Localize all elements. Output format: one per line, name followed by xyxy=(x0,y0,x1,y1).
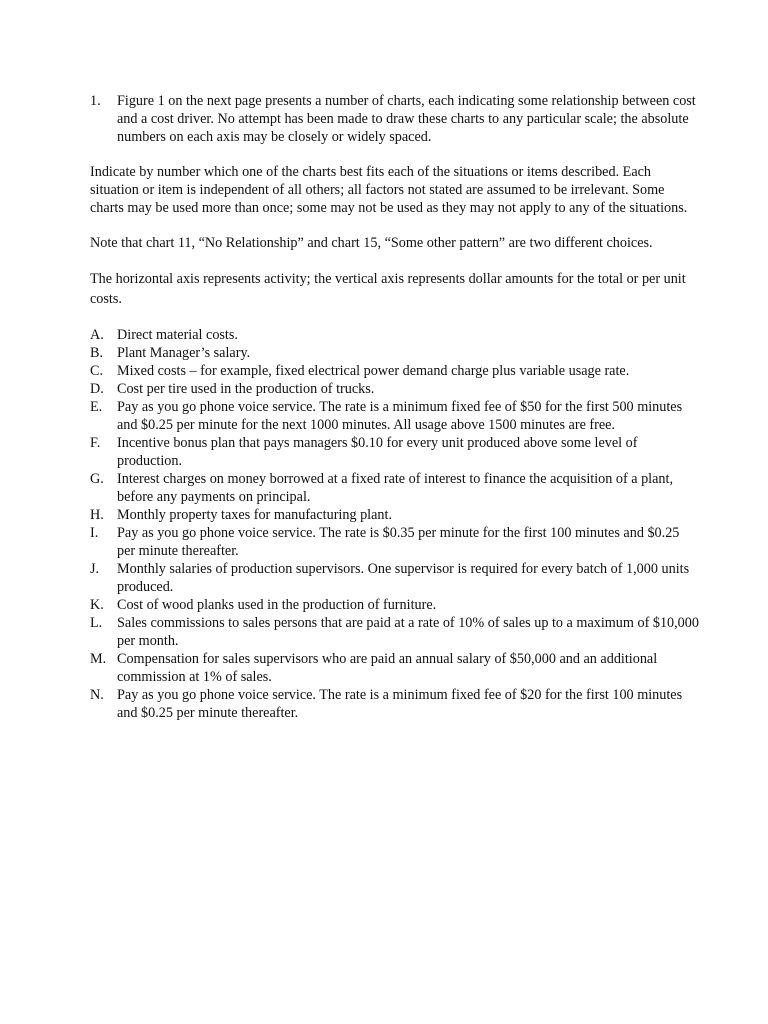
list-item xyxy=(90,596,700,614)
item-letter: H. xyxy=(90,507,104,523)
instructions-paragraph: Indicate by number which one of the charts best fits each of the situations or items described. Each situation or item is independent of all others; all factors not stated are assumed to be irrelevant. Some charts may be used more than once; some may not be used as they may not apply to any of the situations. xyxy=(90,164,688,216)
item-letter: I. xyxy=(90,525,99,541)
list-item xyxy=(90,434,700,470)
list-item xyxy=(90,614,700,650)
list-item xyxy=(90,524,700,560)
item-text: Incentive bonus plan that pays managers $0.10 for every unit produced above some level of production. xyxy=(117,435,638,469)
item-letter: F. xyxy=(90,435,101,451)
item-text: Cost per tire used in the production of trucks. xyxy=(117,381,375,397)
item-letter: J. xyxy=(90,561,100,577)
question-text: Figure 1 on the next page presents a number of charts, each indicating some relationship between cost and a cost driver. No attempt has been made to draw these charts to any particular scale; the absolute numbers on each axis may be closely or widely spaced. xyxy=(117,93,696,145)
item-text: Cost of wood planks used in the production of furniture. xyxy=(117,597,437,613)
list-item xyxy=(90,470,700,506)
item-text: Mixed costs – for example, fixed electrical power demand charge plus variable usage rate. xyxy=(117,363,630,379)
item-letter: D. xyxy=(90,381,104,397)
situation-list xyxy=(90,326,700,722)
item-text: Plant Manager’s salary. xyxy=(117,345,251,361)
axes-paragraph: The horizontal axis represents activity; the vertical axis represents dollar amounts for the total or per unit costs. xyxy=(90,271,686,307)
item-text: Monthly salaries of production supervisors. One supervisor is required for every batch of 1,000 units produced. xyxy=(117,561,690,595)
item-letter: C. xyxy=(90,363,104,379)
item-text: Interest charges on money borrowed at a fixed rate of interest to finance the acquisition of a plant, before any payments on principal. xyxy=(117,471,674,505)
item-letter: E. xyxy=(90,399,103,415)
list-item xyxy=(90,686,700,722)
item-letter: N. xyxy=(90,687,104,703)
item-letter: L. xyxy=(90,615,103,631)
item-text: Pay as you go phone voice service. The rate is $0.35 per minute for the first 100 minutes and $0.25 per minute thereafter. xyxy=(117,525,680,559)
item-text: Pay as you go phone voice service. The rate is a minimum fixed fee of $20 for the first 100 minutes and $0.25 per minute thereafter. xyxy=(117,687,683,721)
item-letter: M. xyxy=(90,651,107,667)
item-letter: G. xyxy=(90,471,104,487)
list-item xyxy=(90,362,700,380)
list-item xyxy=(90,380,700,398)
document-content xyxy=(90,92,700,722)
item-letter: A. xyxy=(90,327,104,343)
item-text: Pay as you go phone voice service. The rate is a minimum fixed fee of $50 for the first 500 minutes and $0.25 per minute for the next 1000 minutes. All usage above 1500 minutes are free. xyxy=(117,399,683,433)
question-number: 1. xyxy=(90,93,101,109)
list-item xyxy=(90,506,700,524)
list-item xyxy=(90,650,700,686)
item-letter: B. xyxy=(90,345,104,361)
list-item xyxy=(90,560,700,596)
item-text: Direct material costs. xyxy=(117,327,238,343)
question-1 xyxy=(90,92,700,146)
note-paragraph: Note that chart 11, “No Relationship” and chart 15, “Some other pattern” are two different choices. xyxy=(90,235,653,251)
list-item xyxy=(90,344,700,362)
item-text: Compensation for sales supervisors who are paid an annual salary of $50,000 and an additional commission at 1% of sales. xyxy=(117,651,658,685)
list-item xyxy=(90,398,700,434)
item-text: Monthly property taxes for manufacturing plant. xyxy=(117,507,393,523)
item-text: Sales commissions to sales persons that are paid at a rate of 10% of sales up to a maximum of $10,000 per month. xyxy=(117,615,699,649)
item-letter: K. xyxy=(90,597,104,613)
list-item xyxy=(90,326,700,344)
